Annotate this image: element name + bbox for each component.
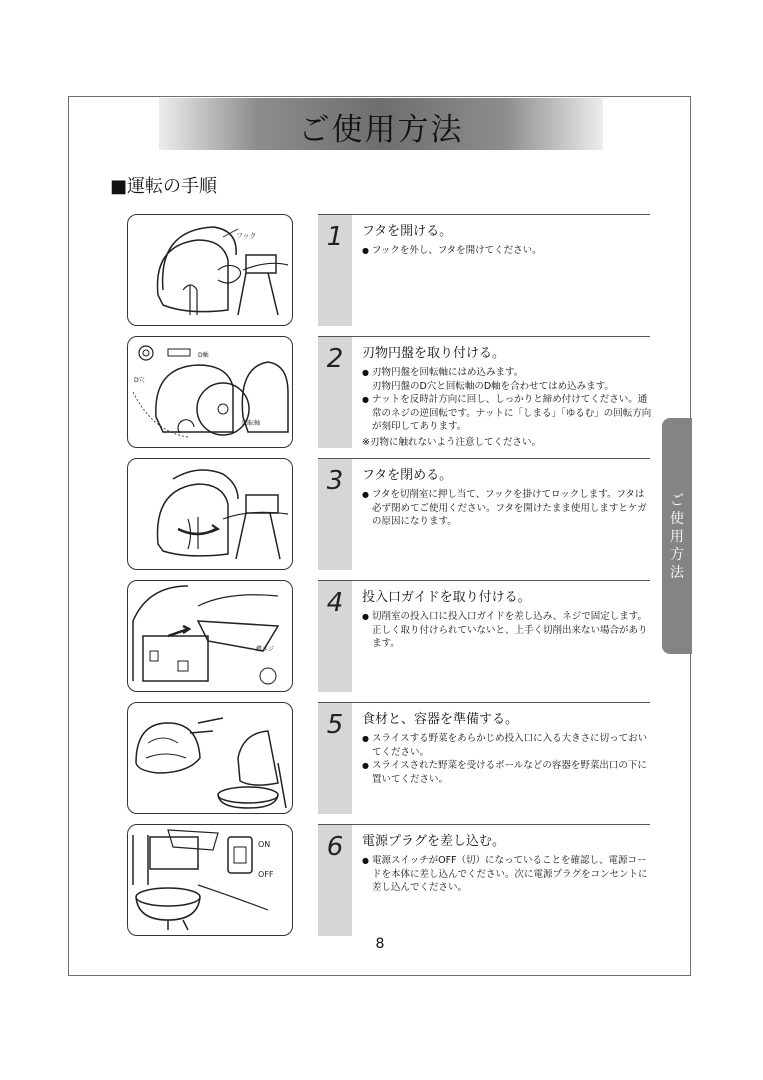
step-3 [110, 458, 650, 570]
step-heading: フタを閉める。 [362, 468, 453, 483]
step-heading: フタを開ける。 [362, 224, 453, 239]
step-body [362, 854, 652, 895]
step-bullet: ● スライスする野菜をあらかじめ投入口に入る大きさに切っておいてください。 [362, 732, 652, 759]
step-number: 1 [326, 222, 344, 252]
step-1-illustration [127, 214, 293, 326]
step-bullet: ● スライスされた野菜を受けるボールなどの容器を野菜出口の下に置いてください。 [362, 759, 652, 786]
step-heading: 電源プラグを差し込む。 [362, 834, 506, 849]
step-3-illustration [127, 458, 293, 570]
figure-label: フック [236, 232, 257, 240]
step-4 [110, 580, 650, 692]
side-tab-label: ご使用方法 [670, 493, 684, 581]
step-heading: 投入口ガイドを取り付ける。 [362, 590, 531, 605]
step-6 [110, 824, 650, 936]
step-number: 6 [326, 832, 344, 862]
step-2 [110, 336, 650, 448]
switch-off-label: OFF [258, 870, 274, 879]
step-heading: 食材と、容器を準備する。 [362, 712, 519, 727]
step-number: 3 [326, 466, 344, 496]
divider [318, 580, 650, 581]
step-bullet: ● フタを切削室に押し当て、フックを掛けてロックします。フタは必ず閉めてご使用ください。フタを開けたまま使用しますとケガの原因になります。 [362, 488, 652, 529]
step-body [362, 488, 652, 529]
section-heading: ■運転の手順 [110, 176, 218, 197]
divider [318, 702, 650, 703]
step-body [362, 244, 652, 258]
step-bullet: ● 電源スイッチがOFF（切）になっていることを確認し、電源コードを本体に差し込んでください。次に電源プラグをコンセントに差し込んでください。 [362, 854, 652, 895]
step-bullet: ● ナットを反時計方向に回し、しっかりと締め付けてください。通常のネジの逆回転です。ナットに「しまる」「ゆるむ」の回転方向が刻印してあります。 [362, 393, 652, 434]
step-5 [110, 702, 650, 814]
step-5-illustration [127, 702, 293, 814]
step-6-illustration [127, 824, 293, 936]
step-1 [110, 214, 650, 326]
step-2-illustration [127, 336, 293, 448]
figure-label: D軸 [198, 352, 209, 359]
step-body [362, 366, 652, 449]
step-heading: 刃物円盤を取り付ける。 [362, 346, 506, 361]
step-number: 4 [326, 588, 344, 618]
step-4-illustration [127, 580, 293, 692]
figure-label: 蝶ネジ [256, 646, 275, 653]
step-note: ※刃物に触れないよう注意してください。 [362, 436, 541, 448]
divider [318, 824, 650, 825]
figure-label: D穴 [134, 377, 145, 384]
step-bullet: ● 切削室の投入口に投入口ガイドを差し込み、ネジで固定します。正しく取り付けられていないと、上手く切削出来ない場合があります。 [362, 610, 652, 651]
divider [318, 458, 650, 459]
step-number: 2 [326, 344, 344, 374]
step-body [362, 732, 652, 786]
step-body [362, 610, 652, 651]
divider [318, 336, 650, 337]
divider [318, 214, 650, 215]
step-bullet: ● 刃物円盤を回転軸にはめ込みます。 刃物円盤のD穴と回転軸のD軸を合わせてはめ込みます。 [362, 366, 652, 393]
page-title: ご使用方法 [298, 112, 464, 148]
step-bullet: ● フックを外し、フタを開けてください。 [362, 244, 652, 258]
switch-on-label: ON [258, 840, 271, 849]
page-number: 8 [375, 936, 385, 952]
figure-label: 回転軸 [242, 420, 261, 427]
step-number: 5 [326, 710, 344, 740]
